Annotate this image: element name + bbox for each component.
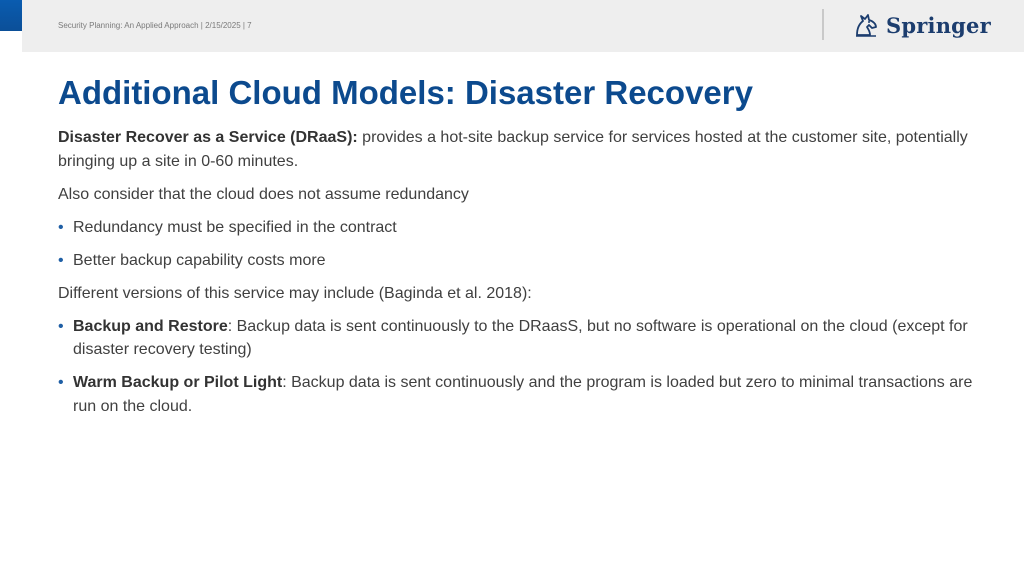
consider-paragraph: Also consider that the cloud does not assume redundancy xyxy=(58,185,469,203)
bullet-text: : Backup data is sent continuously to the DRaasS, but no software is operational on the cloud (except for disaster recovery testing) xyxy=(73,317,968,358)
corner-accent xyxy=(0,0,22,31)
springer-horse-icon xyxy=(852,11,880,39)
header-divider xyxy=(822,9,824,40)
list-item xyxy=(58,371,978,418)
bullet-icon: • xyxy=(58,251,64,269)
bullet-text: Better backup capability costs more xyxy=(73,251,326,269)
bullet-term: Warm Backup or Pilot Light xyxy=(73,374,283,391)
page-title: Additional Cloud Models: Disaster Recovery xyxy=(58,74,753,111)
bullet-text: Redundancy must be specified in the contract xyxy=(73,218,397,236)
bullet-icon: • xyxy=(58,317,64,335)
slide-body xyxy=(58,126,978,428)
list-item xyxy=(58,315,978,362)
bullet-text: : Backup data is sent continuously and the program is loaded but zero to minimal transactions are run on the cloud. xyxy=(73,374,973,415)
list-item xyxy=(58,249,978,273)
intro-paragraph xyxy=(58,126,978,173)
brand-name: Springer xyxy=(886,12,991,38)
list-item xyxy=(58,216,978,240)
bullet-icon: • xyxy=(58,218,64,236)
brand-logo xyxy=(852,9,991,41)
intro-text: provides a hot-site backup service for services hosted at the customer site, potentially bringing up a site in 0-60 minutes. xyxy=(58,129,968,170)
header-meta: Security Planning: An Applied Approach | 2/15/2025 | 7 xyxy=(58,21,252,30)
bullet-term: Backup and Restore xyxy=(73,317,228,335)
versions-paragraph: Different versions of this service may include (Baginda et al. 2018): xyxy=(58,284,532,302)
bullet-icon: • xyxy=(58,374,64,391)
intro-term: Disaster Recover as a Service (DRaaS): xyxy=(58,129,358,146)
